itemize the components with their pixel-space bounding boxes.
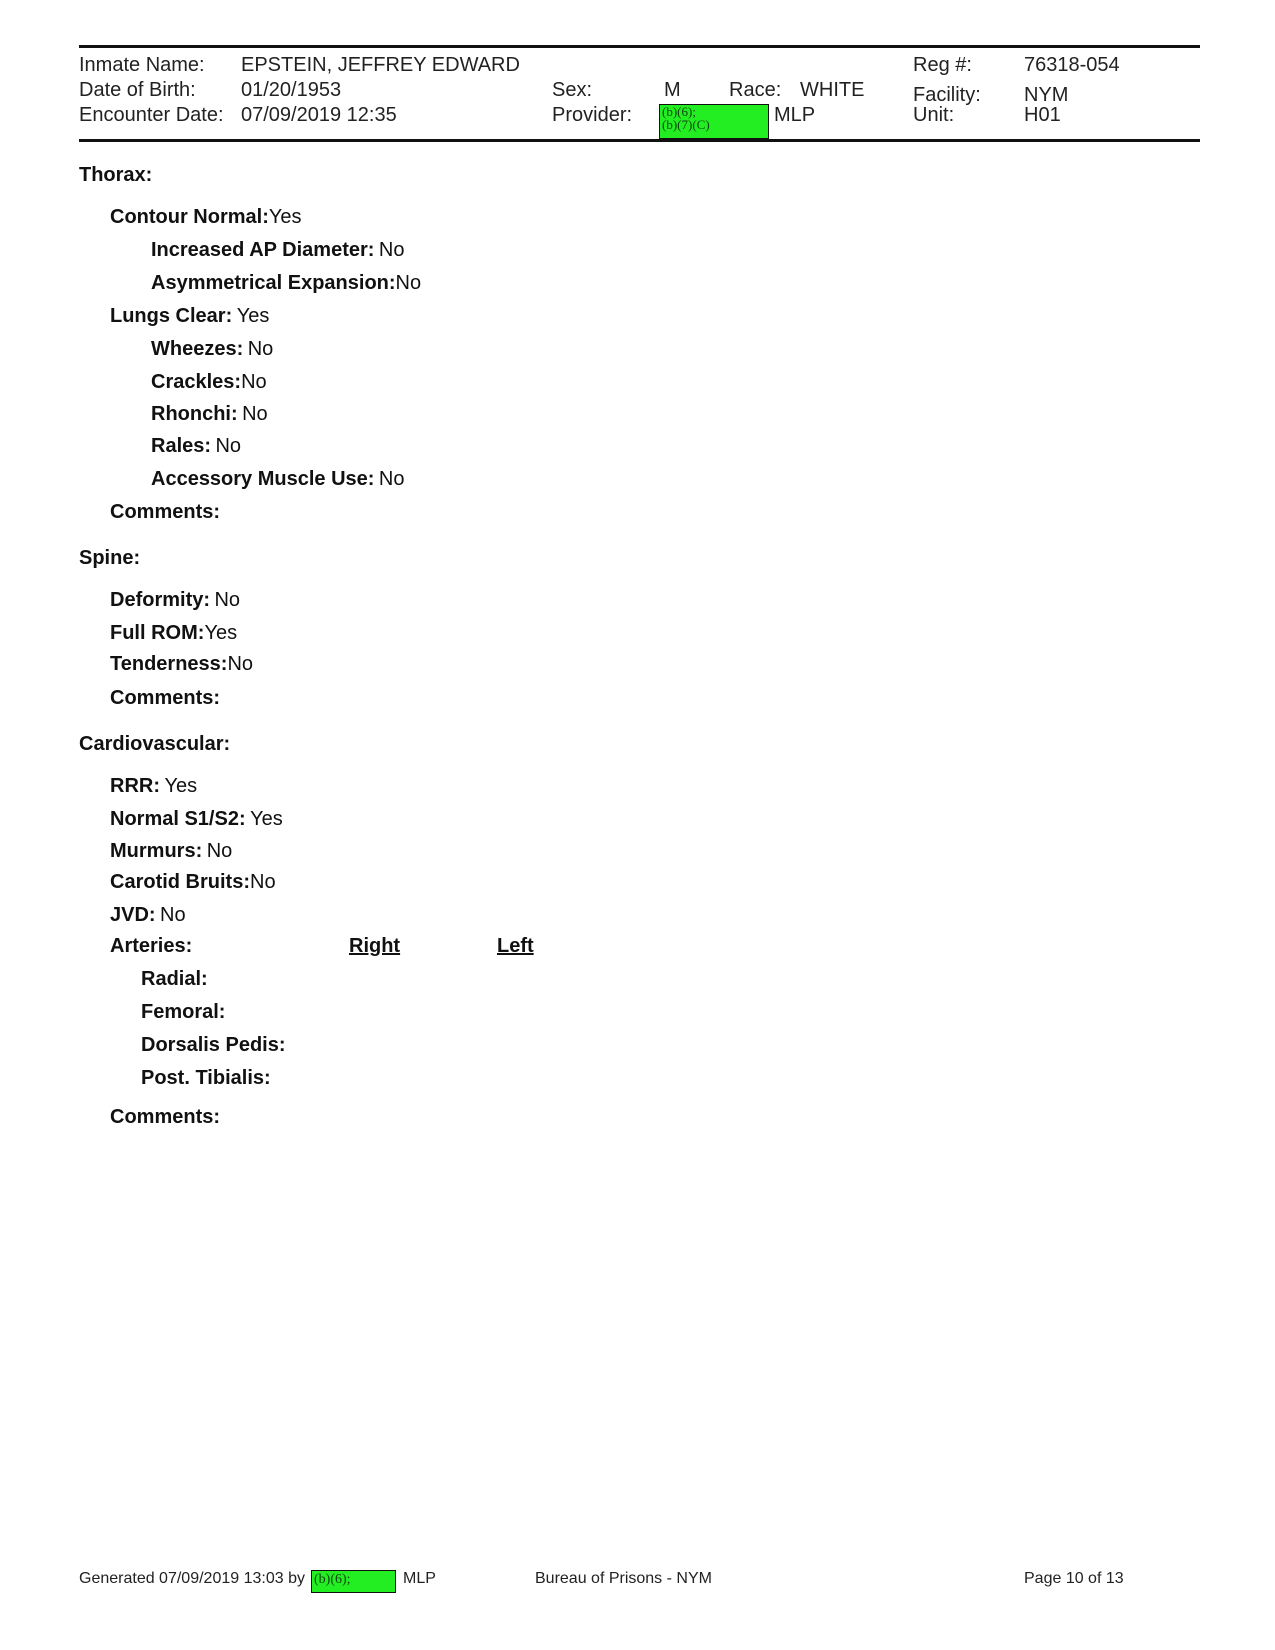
dorsalis-pedis-label: Dorsalis Pedis: <box>141 1034 286 1056</box>
carotid-bruits-label: Carotid Bruits: <box>110 871 250 893</box>
arteries-label: Arteries: <box>110 935 193 957</box>
deformity-row <box>110 589 240 612</box>
murmurs-label: Murmurs: <box>110 840 203 862</box>
s1s2-value: Yes <box>250 808 283 830</box>
dob-label: Date of Birth: <box>79 79 196 101</box>
wheezes-label: Wheezes: <box>151 338 244 360</box>
jvd-value: No <box>160 904 186 926</box>
accessory-muscle-row <box>151 468 404 491</box>
asymmetrical-expansion-row <box>151 272 421 295</box>
provider-redaction-line1: (b)(6); <box>662 104 696 119</box>
radial-label: Radial: <box>141 968 208 990</box>
post-tibialis-label: Post. Tibialis: <box>141 1067 271 1089</box>
asymmetrical-expansion-label: Asymmetrical Expansion: <box>151 272 396 294</box>
unit-label: Unit: <box>913 104 955 126</box>
footer-suffix: MLP <box>403 1570 436 1587</box>
rrr-row <box>110 775 197 798</box>
rrr-label: RRR: <box>110 775 160 797</box>
cardio-comments-label: Comments: <box>110 1106 221 1128</box>
cardiovascular-section-title: Cardiovascular: <box>79 733 231 755</box>
deformity-value: No <box>214 589 241 611</box>
dob: 01/20/1953 <box>241 79 342 101</box>
unit: H01 <box>1024 104 1061 126</box>
rhonchi-value: No <box>242 403 268 425</box>
provider-redaction <box>659 104 769 139</box>
femoral-label: Femoral: <box>141 1001 226 1023</box>
crackles-value: No <box>241 371 267 393</box>
s1s2-row <box>110 808 283 831</box>
ap-diameter-value: No <box>378 239 405 261</box>
header-bottom-rule <box>79 139 1200 142</box>
footer-center: Bureau of Prisons - NYM <box>535 1570 712 1587</box>
race: WHITE <box>800 79 865 101</box>
reg-label: Reg #: <box>913 54 972 76</box>
lungs-clear-value: Yes <box>236 305 270 327</box>
ap-diameter-row <box>151 239 404 262</box>
accessory-muscle-label: Accessory Muscle Use: <box>151 468 375 490</box>
full-rom-value: Yes <box>204 622 238 644</box>
ap-diameter-label: Increased AP Diameter: <box>151 239 375 261</box>
sex-label: Sex: <box>552 79 593 101</box>
tenderness-label: Tenderness: <box>110 653 228 675</box>
contour-normal-label: Contour Normal: <box>110 206 269 228</box>
murmurs-row <box>110 840 232 863</box>
rales-label: Rales: <box>151 435 212 457</box>
thorax-section-title: Thorax: <box>79 164 153 186</box>
footer-generated: Generated 07/09/2019 13:03 by <box>79 1570 305 1587</box>
tenderness-value: No <box>227 653 254 675</box>
spine-comments-label: Comments: <box>110 687 221 709</box>
full-rom-row <box>110 622 237 645</box>
deformity-label: Deformity: <box>110 589 211 611</box>
race-label: Race: <box>729 79 782 101</box>
asymmetrical-expansion-value: No <box>395 272 422 294</box>
footer-redaction <box>311 1570 396 1593</box>
lungs-clear-row <box>110 305 269 328</box>
tenderness-row <box>110 653 253 676</box>
reg-number: 76318-054 <box>1024 54 1120 76</box>
crackles-label: Crackles: <box>151 371 242 393</box>
provider-suffix: MLP <box>774 104 816 126</box>
murmurs-value: No <box>206 840 233 862</box>
inmate-name-label: Inmate Name: <box>79 54 205 76</box>
rhonchi-row <box>151 403 268 426</box>
full-rom-label: Full ROM: <box>110 622 205 644</box>
contour-normal-row <box>110 206 302 229</box>
wheezes-value: No <box>247 338 274 360</box>
wheezes-row <box>151 338 273 361</box>
lungs-clear-label: Lungs Clear: <box>110 305 233 327</box>
rales-row <box>151 435 241 458</box>
arteries-left-header: Left <box>497 935 534 957</box>
spine-section-title: Spine: <box>79 547 141 569</box>
rhonchi-label: Rhonchi: <box>151 403 238 425</box>
facility-label: Facility: <box>913 84 981 106</box>
provider-redaction-line2: (b)(7)(C) <box>662 117 710 132</box>
carotid-bruits-row <box>110 871 276 894</box>
footer-page-number: Page 10 of 13 <box>1024 1570 1124 1587</box>
thorax-comments-label: Comments: <box>110 501 221 523</box>
jvd-label: JVD: <box>110 904 156 926</box>
header-top-rule <box>79 45 1200 48</box>
s1s2-label: Normal S1/S2: <box>110 808 246 830</box>
rales-value: No <box>215 435 242 457</box>
inmate-name: EPSTEIN, JEFFREY EDWARD <box>241 54 520 76</box>
rrr-value: Yes <box>164 775 198 797</box>
carotid-bruits-value: No <box>250 871 276 893</box>
crackles-row <box>151 371 267 394</box>
accessory-muscle-value: No <box>378 468 405 490</box>
sex: M <box>664 79 681 101</box>
arteries-right-header: Right <box>349 935 401 957</box>
contour-normal-value: Yes <box>268 206 302 228</box>
facility: NYM <box>1024 84 1069 106</box>
footer-redaction-text: (b)(6); <box>314 1572 351 1587</box>
encounter-date-label: Encounter Date: <box>79 104 224 126</box>
encounter-date: 07/09/2019 12:35 <box>241 104 397 126</box>
jvd-row <box>110 904 186 927</box>
provider-label: Provider: <box>552 104 633 126</box>
